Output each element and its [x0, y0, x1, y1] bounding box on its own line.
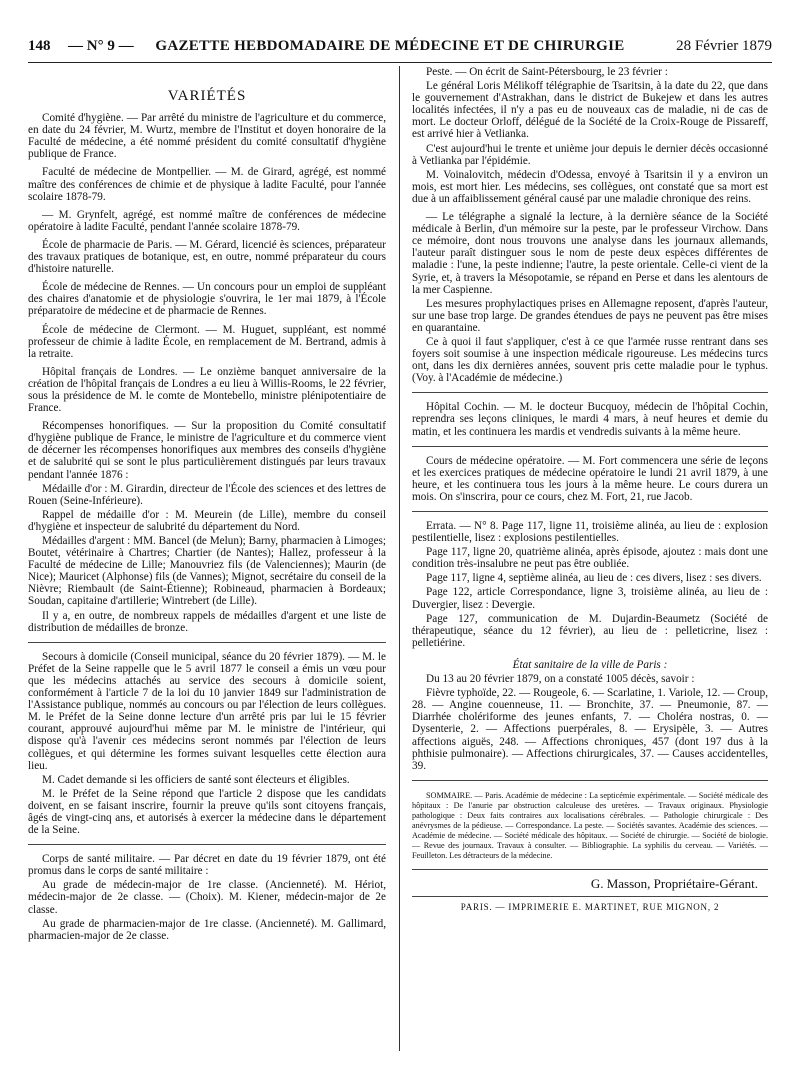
paragraph: C'est aujourd'hui le trente et unième jour depuis le dernier décès occasionné à Vetlianka par l'épidémie.	[412, 142, 768, 167]
paragraph: Comité d'hygiène. — Par arrêté du ministre de l'agriculture et du commerce, en date du 24 février, M. Wurtz, membre de l'Institut et doyen honoraire de la Faculté de médecine, a été nommé président du comité consultatif d'hygiène publique de France.	[28, 112, 386, 161]
issue-number: — N° 9 —	[68, 38, 134, 54]
paragraph: Ce à quoi il faut s'appliquer, c'est à ce que l'armée russe rentrant dans ses foyers soit soumise à une inspection médicale rigoureuse. Les médecins turcs ont, dans les dix dernières années, souvent pris cette maladie pour le typhus. (Voy. à l'Académie de médecine.)	[412, 335, 768, 385]
section-title: VARIÉTÉS	[167, 88, 247, 104]
separator	[412, 869, 768, 870]
paragraph: Hôpital Cochin. — M. le docteur Bucquoy, médecin de l'hôpital Cochin, reprendra ses leçons cliniques, le mardi 4 mars, à neuf heures et demie du matin, et les continuera les mardis et vendredis suivants à la même heure.	[412, 401, 768, 438]
journal-title: GAZETTE HEBDOMADAIRE DE MÉDECINE ET DE CHIRURGIE	[155, 38, 625, 54]
signature: G. Masson, Propriétaire-Gérant.	[590, 875, 758, 891]
separator	[412, 392, 768, 393]
paragraph: Rappel de médaille d'or : M. Meurein (de Lille), membre du conseil d'hygiène et inspecteur de salubrité du département du Nord.	[28, 508, 386, 533]
paragraph: Page 122, article Correspondance, ligne 3, troisième alinéa, au lieu de : Duvergier, lisez : Devergie.	[412, 586, 768, 611]
paragraph: — M. Grynfelt, agrégé, est nommé maître de conférences de médecine opératoire à ladite Faculté, pendant l'année scolaire 1878-79.	[28, 208, 386, 233]
left-column	[28, 66, 386, 1056]
paragraph: Au grade de pharmacien-major de 1re classe. (Ancienneté). M. Gallimard, pharmacien-major de 2e classe.	[28, 917, 386, 942]
printer-line: PARIS. — IMPRIMERIE E. MARTINET, RUE MIGNON, 2	[412, 896, 768, 913]
paragraph: Page 127, communication de M. Dujardin-Beaumetz (Société de thérapeutique, séance du 12 février), au lieu de : pelleticrine, lisez : pelletiérine.	[412, 612, 768, 649]
paragraph: Faculté de médecine de Montpellier. — M. de Girard, agrégé, est nommé maître des conférences de chimie et de physique à ladite Faculté, pour l'année scolaire 1878-79.	[28, 166, 386, 203]
paragraph: M. Voinalovitch, médecin d'Odessa, envoyé à Tsaritsin il y a environ un mois, est mort hier. Les médecins, ses collègues, ont constaté que sa mort est due à un affaiblissement général causé par une maladie chronique des reins.	[412, 168, 768, 205]
paragraph: M. Cadet demande si les officiers de santé sont électeurs et éligibles.	[42, 773, 350, 786]
paragraph: Il y a, en outre, de nombreux rappels de médailles d'argent et une liste de distribution de médailles de bronze.	[28, 609, 386, 634]
separator	[412, 780, 768, 781]
paragraph: École de pharmacie de Paris. — M. Gérard, licencié ès sciences, préparateur des travaux pratiques de botanique, est, en outre, nommé préparateur du cours d'histoire naturelle.	[28, 238, 386, 276]
paragraph: M. le Préfet de la Seine répond que l'article 2 dispose que les candidats doivent, en se faisant inscrire, fournir la preuve qu'ils sont citoyens français, âgés de vingt-cinq ans, et autorisés à exercer la médecine dans le département de la Seine.	[28, 787, 386, 837]
paragraph: Peste. — On écrit de Saint-Pétersbourg, le 23 février :	[426, 66, 668, 78]
page-number: 148	[28, 38, 51, 54]
column-divider	[399, 66, 400, 1051]
issue-date: 28 Février 1879	[676, 38, 772, 54]
paragraph: Récompenses honorifiques. — Sur la proposition du Comité consultatif d'hygiène publique de France, le ministre de l'agriculture et du commerce vient de décerner les récompenses honorifiques aux membres des conseils d'hygiène et de salubrité qui se sont le plus particulièrement distingués par leurs travaux pendant l'année 1876 :	[28, 420, 386, 481]
paragraph: Corps de santé militaire. — Par décret en date du 19 février 1879, ont été promus dans le corps de santé militaire :	[28, 853, 386, 878]
page-header	[28, 38, 772, 63]
paragraph: Page 117, ligne 20, quatrième alinéa, après épisode, ajoutez : mais dont une condition très-insalubre ne peut pas être oubliée.	[412, 546, 768, 571]
paragraph: Au grade de médecin-major de 1re classe. (Ancienneté). M. Hériot, médecin-major de 2e classe. — (Choix). M. Kiener, médecin-major de 2e classe.	[28, 879, 386, 916]
separator	[412, 446, 768, 447]
paragraph: Médaille d'or : M. Girardin, directeur de l'École des sciences et des lettres de Rouen (Seine-Inférieure).	[28, 482, 386, 507]
paragraph: Fièvre typhoïde, 22. — Rougeole, 6. — Scarlatine, 1. Variole, 12. — Croup, 28. — Angine couenneuse, 11. — Bronchite, 37. — Pneumonie, 87. — Diarrhée cholériforme des jeunes enfants, 7. — Choléra nostras, 0. — Dysenterie, 2. — Affections puerpérales, 8. — Erysipèle, 3. — Autres affections aiguës, 248. — Affections chroniques, 457 (dont 197 dus à la phthisie pulmonaire). — Affections chirurgicales, 37. — Causes accidentelles, 39.	[412, 687, 768, 772]
paragraph: Errata. — N° 8. Page 117, ligne 11, troisième alinéa, au lieu de : explosion pestilentielle, lisez : explosions pestilentielles.	[412, 520, 768, 545]
separator	[412, 511, 768, 512]
sommaire: SOMMAIRE. — Paris. Académie de médecine : La septicémie expérimentale. — Société médicale des hôpitaux : De l'anurie par obstruction calculeuse des uretères. — Travaux originaux. Physiologie pathologique : Deux faits contraires aux localisations cérébrales. — Pathologie chirurgicale : Des anévrysmes de la pédieuse. — Correspondance. La peste. — Sociétés savantes. Académie des sciences. — Académie de médecine. — Société médicale des hôpitaux. — Société de chirurgie. — Société de biologie. — Revue des journaux. Travaux à consulter. — Bibliographie. La syphilis du cerveau. — Variétés. — Feuilleton. Les détracteurs de la médecine.	[412, 790, 768, 860]
paragraph: — Le télégraphe a signalé la lecture, à la dernière séance de la Société médicale à Berlin, d'un mémoire sur la peste, par le professeur Virchow. Dans ce mémoire, dont nous trouvons une analyse dans les journaux allemands, l'auteur paraît distinguer sous le nom de peste deux espèces différentes de maladie : l'une, la peste indienne; l'autre, la peste orientale. Celle-ci vient de la Syrie, et, à travers la Mésopotamie, se répand en Perse et dans les alentours de la mer Caspienne.	[412, 211, 768, 296]
paragraph: Médailles d'argent : MM. Bancel (de Melun); Barny, pharmacien à Limoges; Boutet, vétérinaire à Chartres; Chartier (de Nantes); Hallez, professeur à la Faculté de médecine de Lille; Manouvriez fils (de Valenciennes); Maurin (de Nice); Mauricet (Alphonse) fils (de Vannes); Mignot, secrétaire du conseil de la Nièvre; Riembault (de Saint-Étienne); Robineaud, pharmacien à Bordeaux; Soudan, capitaine d'artillerie; Wintrebert (de Lille).	[28, 535, 386, 608]
paragraph: Secours à domicile (Conseil municipal, séance du 20 février 1879). — M. le Préfet de la Seine rappelle que le 5 avril 1877 le conseil a émis un vœu pour que les médecins attachés au service des secours à domicile soient, conformément à l'article 7 de la loi du 10 janvier 1849 sur l'administration de l'Assistance publique, nommés au concours ou par l'élection de leurs collègues. M. le Préfet de la Seine donne lecture d'un arrêté pris par lui le 15 février courant, approuvé aujourd'hui même par M. le ministre de l'intérieur, qui dispose qu'à l'avenir ces médecins seront nommés par l'élection de leurs collègues, et qui détermine les formes suivant lesquelles cette élection aura lieu.	[28, 650, 386, 772]
separator	[28, 844, 386, 845]
paragraph: École de médecine de Rennes. — Un concours pour un emploi de suppléant des chaires d'anatomie et de physiologie s'ouvrira, le 1er mai 1879, à l'École préparatoire de médecine et de pharmacie de Rennes.	[28, 281, 386, 318]
paragraph: Page 117, ligne 4, septième alinéa, au lieu de : ces divers, lisez : ses divers.	[426, 572, 762, 585]
paragraph: Les mesures prophylactiques prises en Allemagne reposent, d'après l'auteur, sur une base trop large. De grandes étendues de pays ne peuvent pas être mises en quarantaine.	[412, 297, 768, 334]
paragraph: Le général Loris Mélikoff télégraphie de Tsaritsin, à la date du 22, que dans le gouvernement d'Astrakhan, dans le district de Bukejew et dans les autres localités infectées, il n'y a pas eu de nouveaux cas de maladie, ni de cas de mort. Le docteur Orloff, délégué de la Société de la Croix-Rouge de Pissareff, est arrivé hier à Vetlianka.	[412, 80, 768, 141]
paragraph: Hôpital français de Londres. — Le onzième banquet anniversaire de la création de l'hôpital français de Londres a eu lieu à Willis-Rooms, le 22 février, sous la présidence de M. le comte de Montebello, ministre plénipotentiaire de France.	[28, 365, 386, 415]
etat-sanitaire-title: État sanitaire de la ville de Paris :	[512, 658, 668, 671]
paragraph: Cours de médecine opératoire. — M. Fort commencera une série de leçons et les exercices pratiques de médecine opératoire le lundi 21 avril 1879, à une heure, et les continuera tous les jours à la même heure. Le cours durera un mois. On s'inscrira, pour ce cours, chez M. Fort, 21, rue Jacob.	[412, 454, 768, 503]
paragraph: École de médecine de Clermont. — M. Huguet, suppléant, est nommé professeur de chimie à ladite École, en remplacement de M. Bertrand, admis à la retraite.	[28, 323, 386, 360]
right-column	[412, 66, 768, 1071]
separator	[28, 642, 386, 643]
paragraph: Du 13 au 20 février 1879, on a constaté 1005 décès, savoir :	[426, 673, 695, 686]
